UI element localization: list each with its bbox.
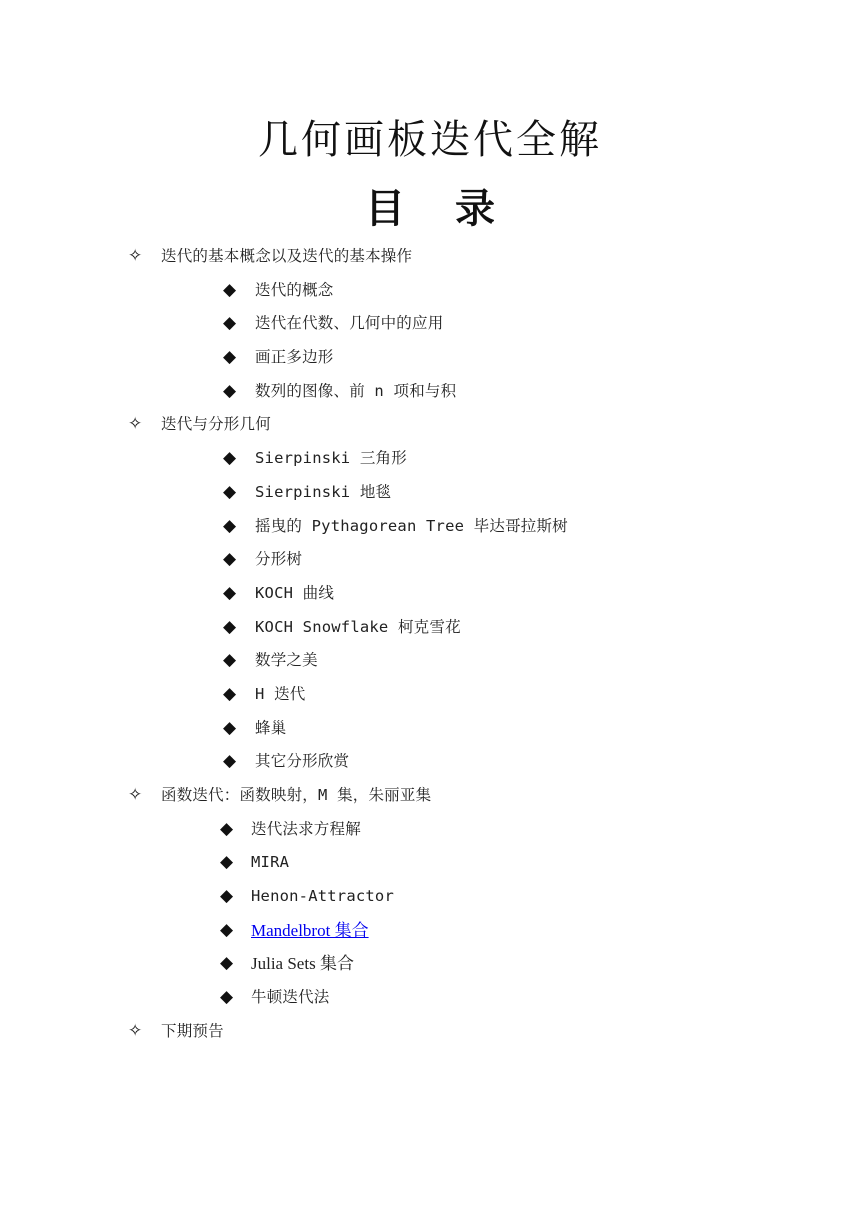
toc-subsection-item: [0, 678, 860, 712]
toc-item-label: 下期预告: [161, 1021, 224, 1040]
toc-item-label: MIRA: [251, 853, 290, 872]
toc-item-label: 摇曳的 Pythagorean Tree 毕达哥拉斯树: [255, 516, 568, 535]
open-star-bullet-icon: ✧: [128, 246, 143, 266]
toc-item-label: 画正多边形: [255, 348, 334, 367]
document-title: 几何画板迭代全解: [258, 117, 602, 163]
open-star-bullet-icon: ✧: [128, 414, 143, 435]
toc-subsection-item: [0, 712, 860, 746]
toc-item-label: 数列的图像、前 n 项和与积: [255, 381, 457, 400]
toc-item-label: 牛顿迭代法: [251, 988, 330, 1007]
toc-section-item: [0, 1015, 860, 1049]
toc-subsection-item: [0, 947, 860, 981]
filled-diamond-bullet-icon: ◆: [223, 481, 237, 502]
filled-diamond-bullet-icon: ◆: [223, 549, 237, 570]
toc-item-label: 迭代法求方程解: [251, 819, 361, 838]
toc-item-label: 函数迭代：函数映射，M 集，朱丽亚集: [161, 786, 432, 804]
filled-diamond-bullet-icon: ◆: [223, 717, 237, 738]
toc-item-label: KOCH Snowflake 柯克雪花: [255, 617, 461, 636]
filled-diamond-bullet-icon: ◆: [223, 515, 237, 536]
open-star-bullet-icon: ✧: [128, 785, 143, 805]
filled-diamond-bullet-icon: ◆: [220, 886, 234, 907]
toc-item-label: 迭代的基本概念以及迭代的基本操作: [161, 247, 413, 265]
toc-subsection-item: [0, 543, 860, 577]
toc-item-label: Sierpinski 三角形: [255, 449, 407, 468]
toc-heading: 目 录: [365, 186, 513, 232]
toc-item-label: H 迭代: [255, 684, 306, 703]
toc-link[interactable]: Mandelbrot 集合: [251, 920, 369, 940]
filled-diamond-bullet-icon: ◆: [220, 852, 234, 873]
toc-subsection-item: [0, 846, 860, 880]
filled-diamond-bullet-icon: ◆: [223, 448, 237, 469]
filled-diamond-bullet-icon: ◆: [223, 347, 237, 368]
toc-subsection-item: [0, 476, 860, 510]
toc-subsection-item: [0, 375, 860, 409]
filled-diamond-bullet-icon: ◆: [220, 987, 234, 1008]
toc-item-label: Sierpinski 地毯: [255, 482, 392, 501]
toc-subsection-item: [0, 745, 860, 779]
toc-subsection-item: [0, 341, 860, 375]
toc-subsection-item: [0, 880, 860, 914]
filled-diamond-bullet-icon: ◆: [220, 818, 234, 839]
open-star-bullet-icon: ✧: [128, 1020, 143, 1041]
table-of-contents: [0, 240, 860, 1049]
toc-subsection-item: [0, 644, 860, 678]
toc-section-item: [0, 240, 860, 274]
toc-subsection-item[interactable]: [0, 914, 860, 948]
toc-subsection-item: [0, 307, 860, 341]
toc-item-label: Henon-Attractor: [251, 887, 394, 906]
toc-item-label: 分形树: [255, 550, 303, 569]
toc-item-label: 数学之美: [255, 651, 318, 670]
toc-item-label: 迭代在代数、几何中的应用: [255, 314, 444, 333]
toc-section-item: [0, 779, 860, 813]
filled-diamond-bullet-icon: ◆: [223, 751, 237, 772]
filled-diamond-bullet-icon: ◆: [220, 953, 234, 974]
filled-diamond-bullet-icon: ◆: [223, 582, 237, 603]
toc-section-item: [0, 408, 860, 442]
toc-item-label: Julia Sets 集合: [251, 954, 354, 974]
filled-diamond-bullet-icon: ◆: [223, 683, 237, 704]
toc-subsection-item: [0, 442, 860, 476]
toc-subsection-item: [0, 510, 860, 544]
toc-subsection-item: [0, 981, 860, 1015]
toc-subsection-item: [0, 611, 860, 645]
filled-diamond-bullet-icon: ◆: [223, 650, 237, 671]
filled-diamond-bullet-icon: ◆: [223, 616, 237, 637]
toc-subsection-item: [0, 577, 860, 611]
filled-diamond-bullet-icon: ◆: [223, 380, 237, 401]
filled-diamond-bullet-icon: ◆: [220, 919, 234, 940]
toc-subsection-item: [0, 813, 860, 847]
toc-subsection-item: [0, 274, 860, 308]
toc-item-label: 其它分形欣赏: [255, 752, 350, 771]
filled-diamond-bullet-icon: ◆: [223, 313, 237, 334]
toc-item-label: 蜂巢: [255, 718, 287, 737]
toc-item-label: 迭代的概念: [255, 280, 334, 299]
toc-item-label: KOCH 曲线: [255, 583, 335, 602]
toc-item-label: 迭代与分形几何: [161, 415, 271, 434]
filled-diamond-bullet-icon: ◆: [223, 279, 237, 300]
